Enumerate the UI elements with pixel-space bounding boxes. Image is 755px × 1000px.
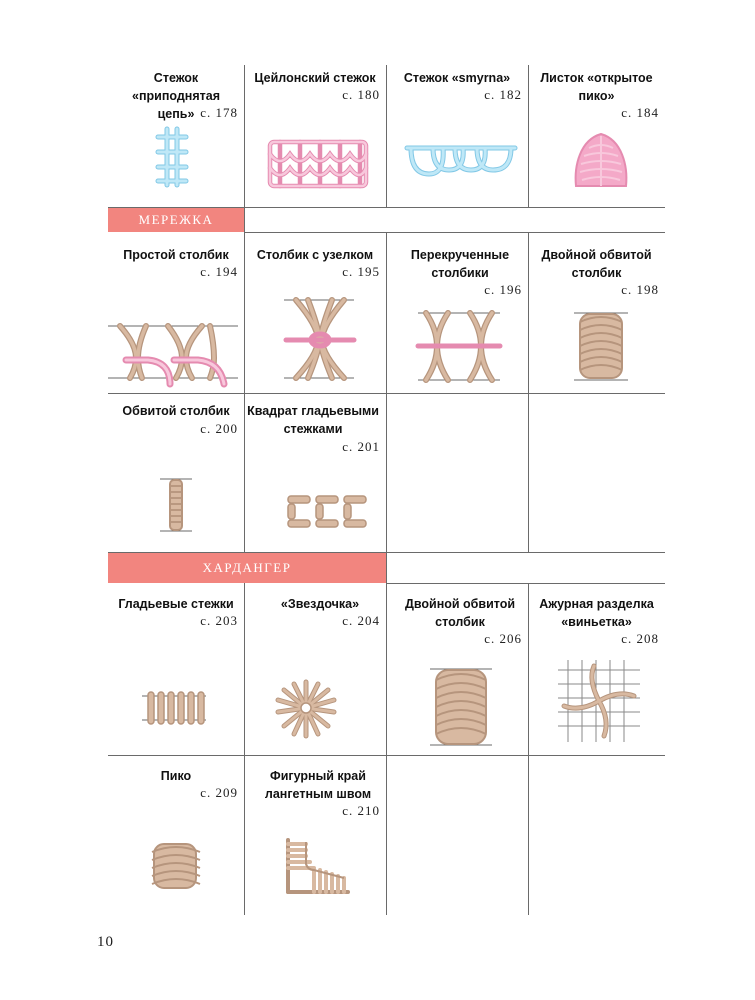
picot-illustration: [148, 838, 204, 894]
double-wrapped-bar-illustration: [574, 310, 628, 384]
stitch-page: с. 198: [621, 282, 659, 297]
stitch-cell-smyrna: [386, 65, 528, 207]
section-banner-merezhka: МЕРЕЖКА: [108, 208, 244, 232]
twisted-bars-illustration: [418, 310, 500, 384]
stitch-page: с. 182: [484, 87, 522, 102]
satin-stitches-illustration: [142, 690, 206, 726]
stitch-title: Двойной обвитой столбик: [541, 248, 652, 280]
stitch-title: Пико: [160, 769, 192, 783]
wrapped-bar-illustration: [160, 476, 192, 534]
ceylon-stitch-illustration: [266, 136, 370, 192]
stitch-page: с. 203: [200, 613, 238, 628]
stitch-page: с. 210: [342, 803, 380, 818]
section-banner-hardanger: ХАРДАНГЕР: [108, 553, 386, 583]
stitch-title: Простой столбик: [123, 248, 229, 262]
stitch-title: Стежок «smyrna»: [403, 71, 511, 85]
stitch-cell-satin-stitches: [108, 583, 244, 755]
stitch-page: с. 195: [342, 264, 380, 279]
satin-square-illustration: [286, 492, 368, 532]
picot-leaf-illustration: [570, 130, 632, 192]
stitch-title: Цейлонский стежок: [254, 71, 376, 85]
stitch-title: Столбик с узелком: [256, 248, 374, 262]
stitch-page: с. 178: [200, 105, 238, 120]
smyrna-stitch-illustration: [403, 140, 519, 180]
stitch-title: Квадрат гладьевыми стежками: [247, 404, 379, 436]
stitch-page: с. 204: [342, 613, 380, 628]
raised-chain-illustration: [148, 125, 198, 190]
double-wrapped-bar-illustration-2: [430, 666, 492, 748]
stitch-title: Фигурный край лангетным швом: [264, 769, 372, 801]
buttonhole-edge-illustration: [282, 834, 352, 898]
stitch-title: Перекрученные столбики: [410, 248, 510, 280]
knotted-bar-illustration: [284, 296, 356, 384]
stitch-page: с. 184: [621, 105, 659, 120]
stitch-title: Листок «открытое пико»: [540, 71, 653, 103]
stitch-page: с. 194: [200, 264, 238, 279]
stitch-page: с. 201: [342, 439, 380, 454]
stitch-page: с. 208: [621, 631, 659, 646]
star-stitch-illustration: [274, 678, 338, 740]
stitch-title: Ажурная разделка «виньетка»: [539, 597, 654, 629]
stitch-page: с. 196: [484, 282, 522, 297]
vignette-illustration: [558, 660, 640, 742]
stitch-page: с. 200: [200, 421, 238, 436]
stitch-title: «Звездочка»: [280, 597, 360, 611]
stitch-page: с. 209: [200, 785, 238, 800]
stitch-title: Обвитой столбик: [122, 404, 230, 418]
stitch-title: Двойной обвитой столбик: [404, 597, 516, 629]
stitch-page: с. 206: [484, 631, 522, 646]
stitch-title: Стежок «приподнятая цепь»: [132, 71, 220, 121]
stitch-title: Гладьевые стежки: [118, 597, 234, 611]
page-number: 10: [97, 934, 114, 950]
simple-bar-illustration: [108, 322, 244, 390]
stitch-page: с. 180: [342, 87, 380, 102]
